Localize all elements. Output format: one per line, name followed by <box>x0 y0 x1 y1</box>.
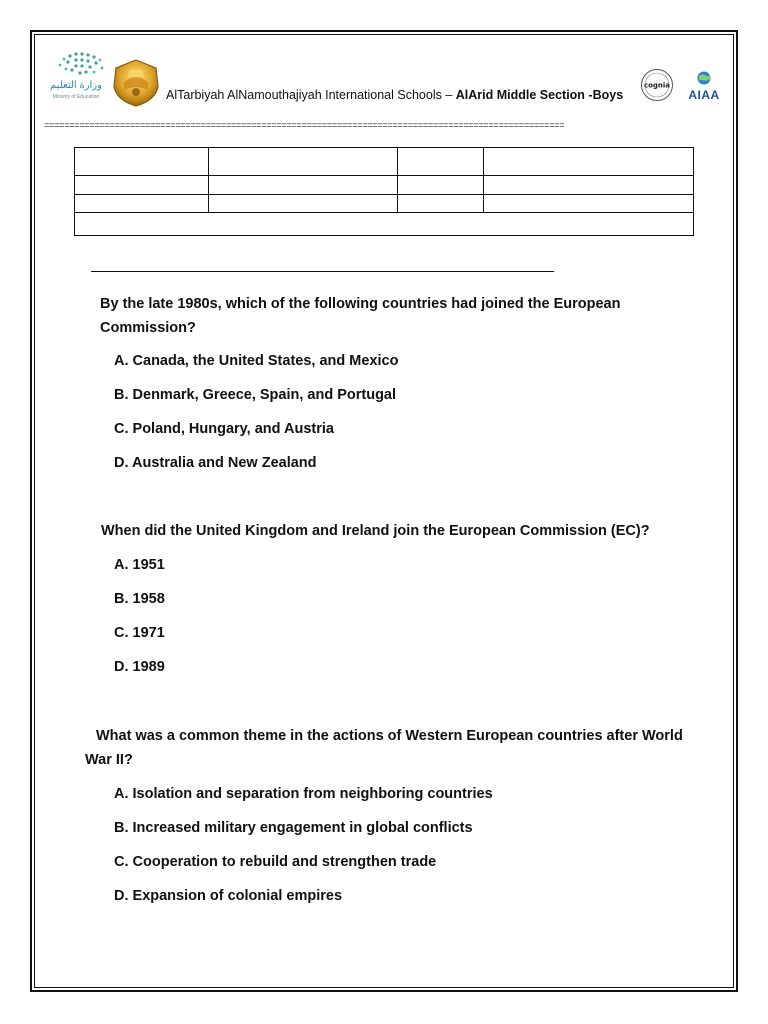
table-cell <box>208 176 398 195</box>
question-1-text: By the late 1980s, which of the following countries had joined the European Commission? <box>100 296 621 336</box>
table-cell <box>484 148 694 176</box>
question-1-option-d: D. Australia and New Zealand <box>114 455 317 471</box>
table-cell <box>208 195 398 213</box>
ministry-logo-subtext: Ministry of Education <box>52 94 100 100</box>
cognia-logo <box>640 68 674 102</box>
question-2-option-d: D. 1989 <box>114 659 165 675</box>
table-cell <box>75 148 209 176</box>
crest-icon <box>110 58 162 108</box>
globe-icon <box>686 70 722 88</box>
table-cell <box>75 176 209 195</box>
question-1-option-a: A. Canada, the United States, and Mexico <box>114 353 399 369</box>
school-crest-logo <box>110 58 162 108</box>
ministry-dots-icon <box>46 50 106 80</box>
table-row <box>75 176 694 195</box>
table-cell <box>208 148 398 176</box>
question-1-option-c: C. Poland, Hungary, and Austria <box>114 421 334 437</box>
question-2-option-a: A. 1951 <box>114 557 165 573</box>
question-3-option-c: C. Cooperation to rebuild and strengthen trade <box>114 854 437 870</box>
table-cell <box>484 195 694 213</box>
section-name: AlArid Middle Section -Boys <box>455 88 624 102</box>
table-row <box>75 195 694 213</box>
ministry-logo-text: وزارة التعليم <box>50 80 102 91</box>
table-cell <box>398 148 484 176</box>
question-3-option-a: A. Isolation and separation from neighboring countries <box>114 786 493 802</box>
title-underline <box>91 271 554 272</box>
question-2-text: When did the United Kingdom and Ireland join the European Commission (EC)? <box>101 523 650 539</box>
cognia-seal-icon <box>640 68 674 102</box>
table-cell <box>484 176 694 195</box>
question-2-option-c: C. 1971 <box>114 625 165 641</box>
cognia-logo-text: cognia <box>643 81 671 90</box>
question-3-text: What was a common theme in the actions of Western European countries after World War II? <box>85 728 683 768</box>
school-name-text: AlTarbiyah AlNamouthajiyah International Schools – <box>166 88 456 102</box>
student-info-table <box>74 147 694 236</box>
question-2-option-b: B. 1958 <box>114 591 165 607</box>
table-row <box>75 148 694 176</box>
header-separator: ======================================================================================================= <box>44 121 565 131</box>
school-name <box>166 88 623 102</box>
question-3-option-b: B. Increased military engagement in global conflicts <box>114 820 473 836</box>
table-cell <box>398 176 484 195</box>
aiaa-logo-text: AIAA <box>688 88 720 102</box>
table-cell <box>398 195 484 213</box>
table-row <box>75 213 694 236</box>
question-1-option-b: B. Denmark, Greece, Spain, and Portugal <box>114 387 397 403</box>
ministry-of-education-logo <box>46 50 110 100</box>
question-3-option-d: D. Expansion of colonial empires <box>114 888 343 904</box>
table-cell <box>75 195 209 213</box>
table-cell <box>75 213 694 236</box>
document-header <box>40 48 728 118</box>
aiaa-logo <box>686 70 722 104</box>
